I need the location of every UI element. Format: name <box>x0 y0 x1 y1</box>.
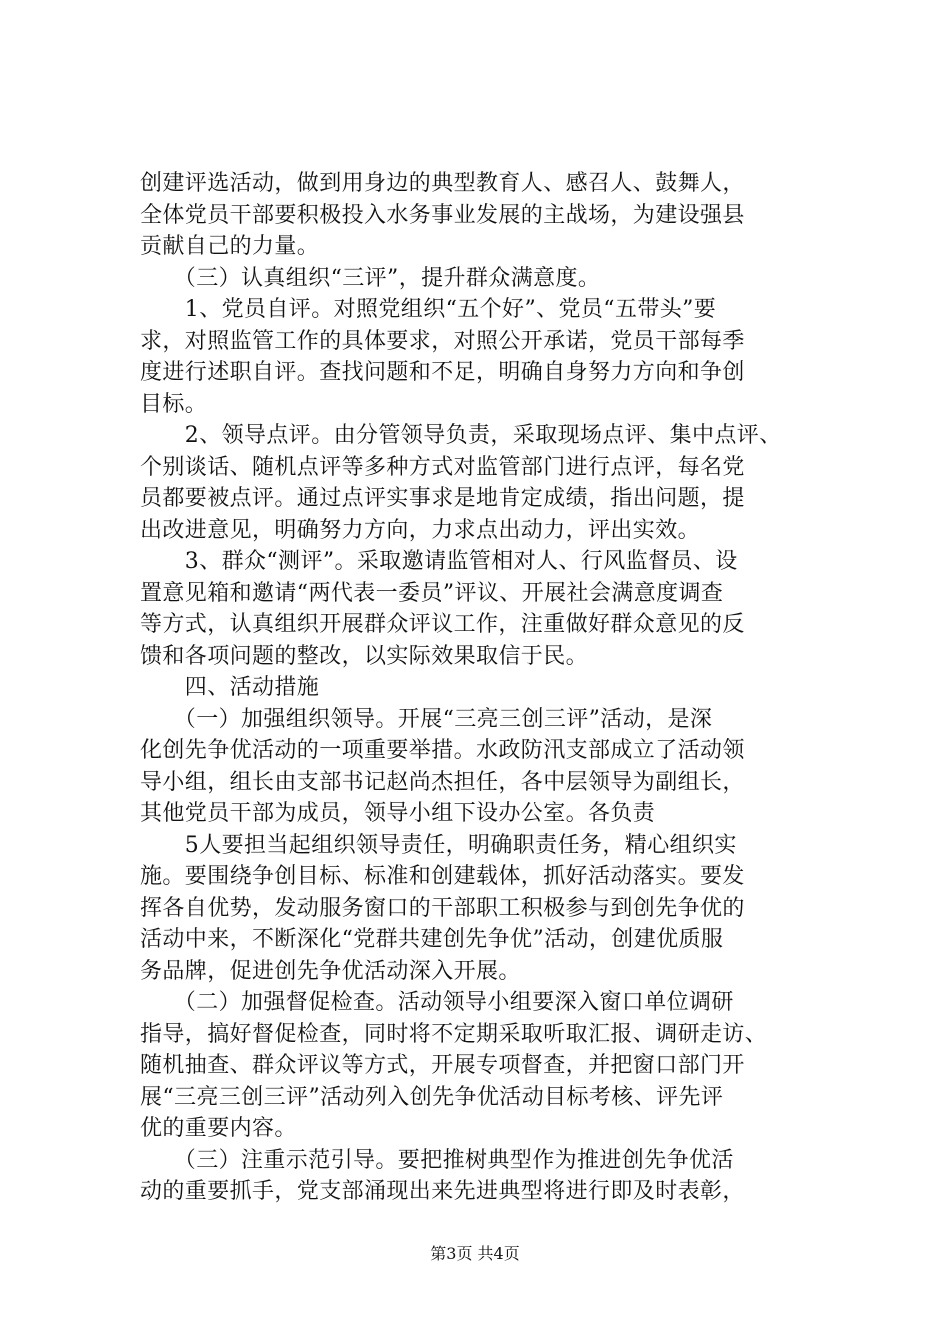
text-line: 员都要被点评。通过点评实事求是地肯定成绩，指出问题，提 <box>140 486 745 511</box>
text-line: 活动中来，不断深化“党群共建创先争优”活动，创建优质服 <box>140 927 724 952</box>
text-line: 施。要围绕争创目标、标准和创建载体，抓好活动落实。要发 <box>140 864 745 889</box>
text-line: 目标。 <box>140 391 208 417</box>
text-line: 导小组，组长由支部书记赵尚杰担任，各中层领导为副组长， <box>140 769 745 795</box>
section-heading: 四、活动措施 <box>140 675 320 700</box>
text-line: 全体党员干部要积极投入水务事业发展的主战场，为建设强县 <box>140 202 745 228</box>
section-heading: （三）认真组织“三评”，提升群众满意度。 <box>140 265 601 291</box>
text-line: 指导，搞好督促检查，同时将不定期采取听取汇报、调研走访、 <box>140 1021 768 1047</box>
text-line: 优的重要内容。 <box>140 1116 297 1141</box>
text-line: 个别谈话、随机点评等多种方式对监管部门进行点评，每名党 <box>140 454 745 480</box>
text-line: 置意见箱和邀请“两代表一委员”评议、开展社会满意度调查 <box>140 580 724 606</box>
text-line: 务品牌，促进创先争优活动深入开展。 <box>140 958 521 984</box>
text-line: （二）加强督促检查。活动领导小组要深入窗口单位调研 <box>140 990 734 1015</box>
text-line: （三）注重示范引导。要把推树典型作为推进创先争优活 <box>140 1147 734 1173</box>
text-line: 度进行述职自评。查找问题和不足，明确自身努力方向和争创 <box>140 360 745 385</box>
text-line: 挥各自优势，发动服务窗口的干部职工积极参与到创先争优的 <box>140 895 745 921</box>
text-line: 2、领导点评。由分管领导负责，采取现场点评、集中点评、 <box>140 423 782 448</box>
text-line: 馈和各项问题的整改，以实际效果取信于民。 <box>140 643 589 669</box>
text-line: 求，对照监管工作的具体要求，对照公开承诺，党员干部每季 <box>140 328 745 354</box>
text-line: 贡献自己的力量。 <box>140 234 320 259</box>
text-line: 化创先争优活动的一项重要举措。水政防汛支部成立了活动领 <box>140 738 745 763</box>
text-line: 创建评选活动，做到用身边的典型教育人、感召人、鼓舞人， <box>140 171 745 196</box>
page-footer: 第3页 共4页 <box>430 1244 520 1263</box>
body-text <box>140 168 830 1208</box>
text-line: 1、党员自评。对照党组织“五个好”、党员“五带头”要 <box>140 297 717 322</box>
text-line: 其他党员干部为成员，领导小组下设办公室。各负责 <box>140 801 656 826</box>
text-line: 5人要担当起组织领导责任，明确职责任务，精心组织实 <box>140 832 737 858</box>
text-line: 等方式，认真组织开展群众评议工作，注重做好群众意见的反 <box>140 612 745 637</box>
text-line: 展“三亮三创三评”活动列入创先争优活动目标考核、评先评 <box>140 1084 724 1110</box>
text-line: 3、群众“测评”。采取邀请监管相对人、行风监督员、设 <box>140 549 738 574</box>
text-line: 出改进意见，明确努力方向，力求点出动力，评出实效。 <box>140 517 701 543</box>
text-line: 动的重要抓手，党支部涌现出来先进典型将进行即及时表彰， <box>140 1179 745 1204</box>
text-line: 随机抽查、群众评议等方式，开展专项督查，并把窗口部门开 <box>140 1053 745 1078</box>
text-line: （一）加强组织领导。开展“三亮三创三评”活动，是深 <box>140 706 713 732</box>
